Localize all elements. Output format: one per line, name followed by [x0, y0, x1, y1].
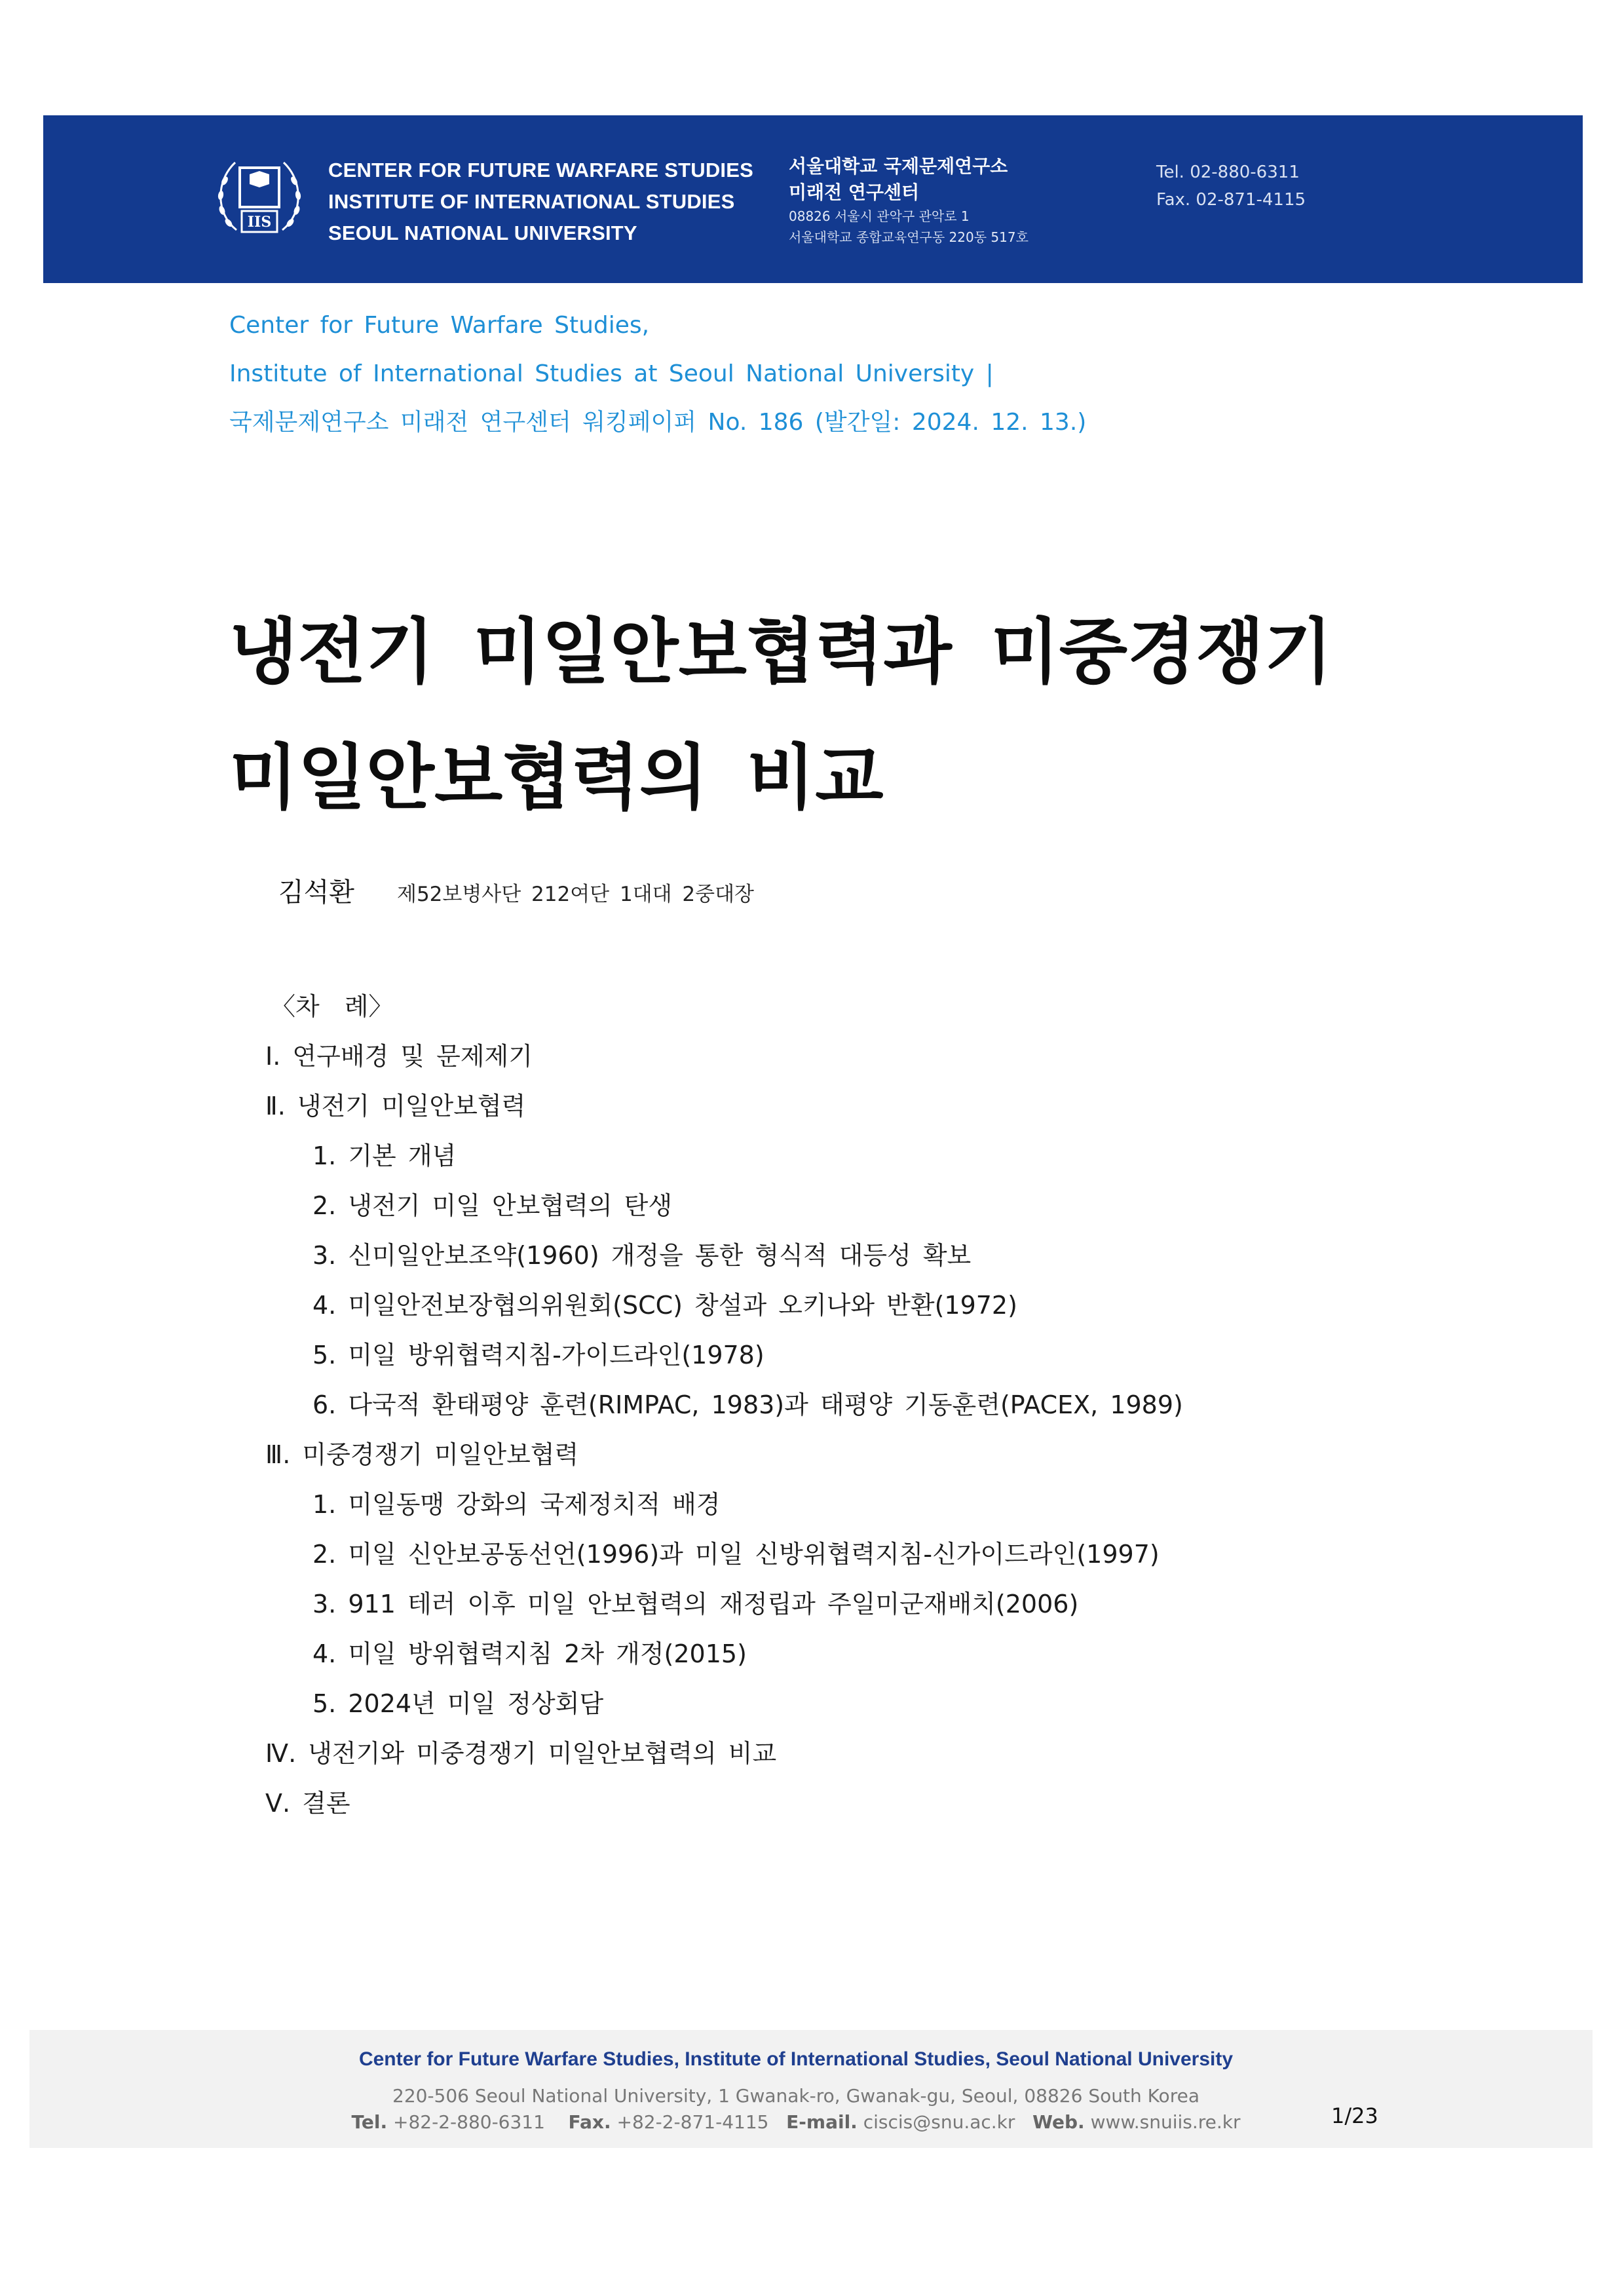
footer-contact: [141, 2111, 1451, 2133]
header-fax: Fax. 02-871-4115: [1156, 190, 1306, 210]
footer-email-label: E-mail.: [786, 2111, 858, 2133]
toc-subsection-item: 5. 미일 방위협력지침-가이드라인(1978): [312, 1341, 765, 1369]
university-name-en: SEOUL NATIONAL UNIVERSITY: [328, 221, 637, 244]
footer-web: www.snuiis.re.kr: [1090, 2111, 1241, 2133]
author-block: [278, 871, 754, 909]
footer-fax-label: Fax.: [568, 2111, 611, 2133]
toc-subsection-item: 2. 냉전기 미일 안보협력의 탄생: [312, 1191, 673, 1220]
author-affiliation: 제52보병사단 212여단 1대대 2중대장: [397, 883, 754, 906]
toc-subsection-item: 1. 기본 개념: [312, 1141, 457, 1170]
toc-subsection-item: 3. 911 테러 이후 미일 안보협력의 재정립과 주일미군재배치(2006): [312, 1590, 1079, 1618]
address-line-1-ko: 08826 서울시 관악구 관악로 1: [789, 208, 970, 224]
address-line-2-ko: 서울대학교 종합교육연구동 220동 517호: [789, 229, 1029, 245]
footer-web-label: Web.: [1032, 2111, 1085, 2133]
toc-section-item: Ⅰ. 연구배경 및 문제제기: [265, 1042, 533, 1071]
iis-emblem-logo: [210, 148, 309, 246]
table-of-contents: [265, 982, 1183, 1828]
publication-info: [229, 301, 1086, 447]
pub-info-line-1: Center for Future Warfare Studies,: [229, 312, 650, 339]
institute-name-en: INSTITUTE OF INTERNATIONAL STUDIES: [328, 190, 735, 213]
toc-heading: 〈차 례〉: [271, 992, 394, 1021]
toc-subsection-item: 3. 신미일안보조약(1960) 개정을 통한 형식적 대등성 확보: [312, 1241, 972, 1270]
paper-title: [229, 590, 1332, 841]
toc-subsection-item: 4. 미일 방위협력지침 2차 개정(2015): [312, 1639, 747, 1668]
page-number: 1/23: [1331, 2103, 1378, 2128]
footer-email: ciscis@snu.ac.kr: [863, 2111, 1015, 2133]
header-banner: [43, 115, 1583, 283]
pub-info-line-3: 국제문제연구소 미래전 연구센터 워킹페이퍼 No. 186 (발간일: 2024. 12. 13.): [229, 409, 1087, 436]
header-tel: Tel. 02-880-6311: [1156, 163, 1300, 182]
footer-tel: +82-2-880-6311: [393, 2111, 545, 2133]
toc-section-item: Ⅳ. 냉전기와 미중경쟁기 미일안보협력의 비교: [265, 1739, 777, 1768]
header-english-names: [328, 155, 753, 249]
title-line-1: 냉전기 미일안보협력과 미중경쟁기: [229, 611, 1333, 693]
footer-address: 220-506 Seoul National University, 1 Gwanak-ro, Gwanak-gu, Seoul, 08826 South Korea: [392, 2085, 1199, 2107]
toc-section-item: Ⅲ. 미중경쟁기 미일안보협력: [265, 1440, 579, 1469]
footer-title: Center for Future Warfare Studies, Institute of International Studies, Seoul National University: [358, 2048, 1234, 2070]
author-name: 김석환: [278, 877, 354, 908]
title-line-2: 미일안보협력의 비교: [229, 737, 884, 819]
institute-name-ko: 서울대학교 국제문제연구소: [789, 155, 1008, 177]
toc-section-item: Ⅴ. 결론: [265, 1789, 350, 1818]
toc-section-item: Ⅱ. 냉전기 미일안보협력: [265, 1092, 526, 1120]
footer-fax: +82-2-871-4115: [616, 2111, 769, 2133]
header-contact: [1156, 159, 1306, 214]
pub-info-line-2: Institute of International Studies at Seoul National University |: [229, 360, 994, 387]
page-footer: [29, 2030, 1593, 2148]
toc-subsection-item: 1. 미일동맹 강화의 국제정치적 배경: [312, 1490, 721, 1519]
logo-lettering: IIS: [247, 214, 272, 231]
header-korean-names: [789, 153, 1029, 248]
footer-tel-label: Tel.: [351, 2111, 388, 2133]
center-name-ko: 미래전 연구센터: [789, 182, 920, 203]
center-name-en: CENTER FOR FUTURE WARFARE STUDIES: [328, 159, 754, 182]
toc-subsection-item: 2. 미일 신안보공동선언(1996)과 미일 신방위협력지침-신가이드라인(1997): [312, 1540, 1160, 1569]
toc-subsection-item: 6. 다국적 환태평양 훈련(RIMPAC, 1983)과 태평양 기동훈련(PACEX, 1989): [312, 1390, 1183, 1419]
toc-subsection-item: 4. 미일안전보장협의위원회(SCC) 창설과 오키나와 반환(1972): [312, 1291, 1017, 1320]
toc-subsection-item: 5. 2024년 미일 정상회담: [312, 1689, 604, 1718]
toc-list: [265, 1031, 1183, 1828]
